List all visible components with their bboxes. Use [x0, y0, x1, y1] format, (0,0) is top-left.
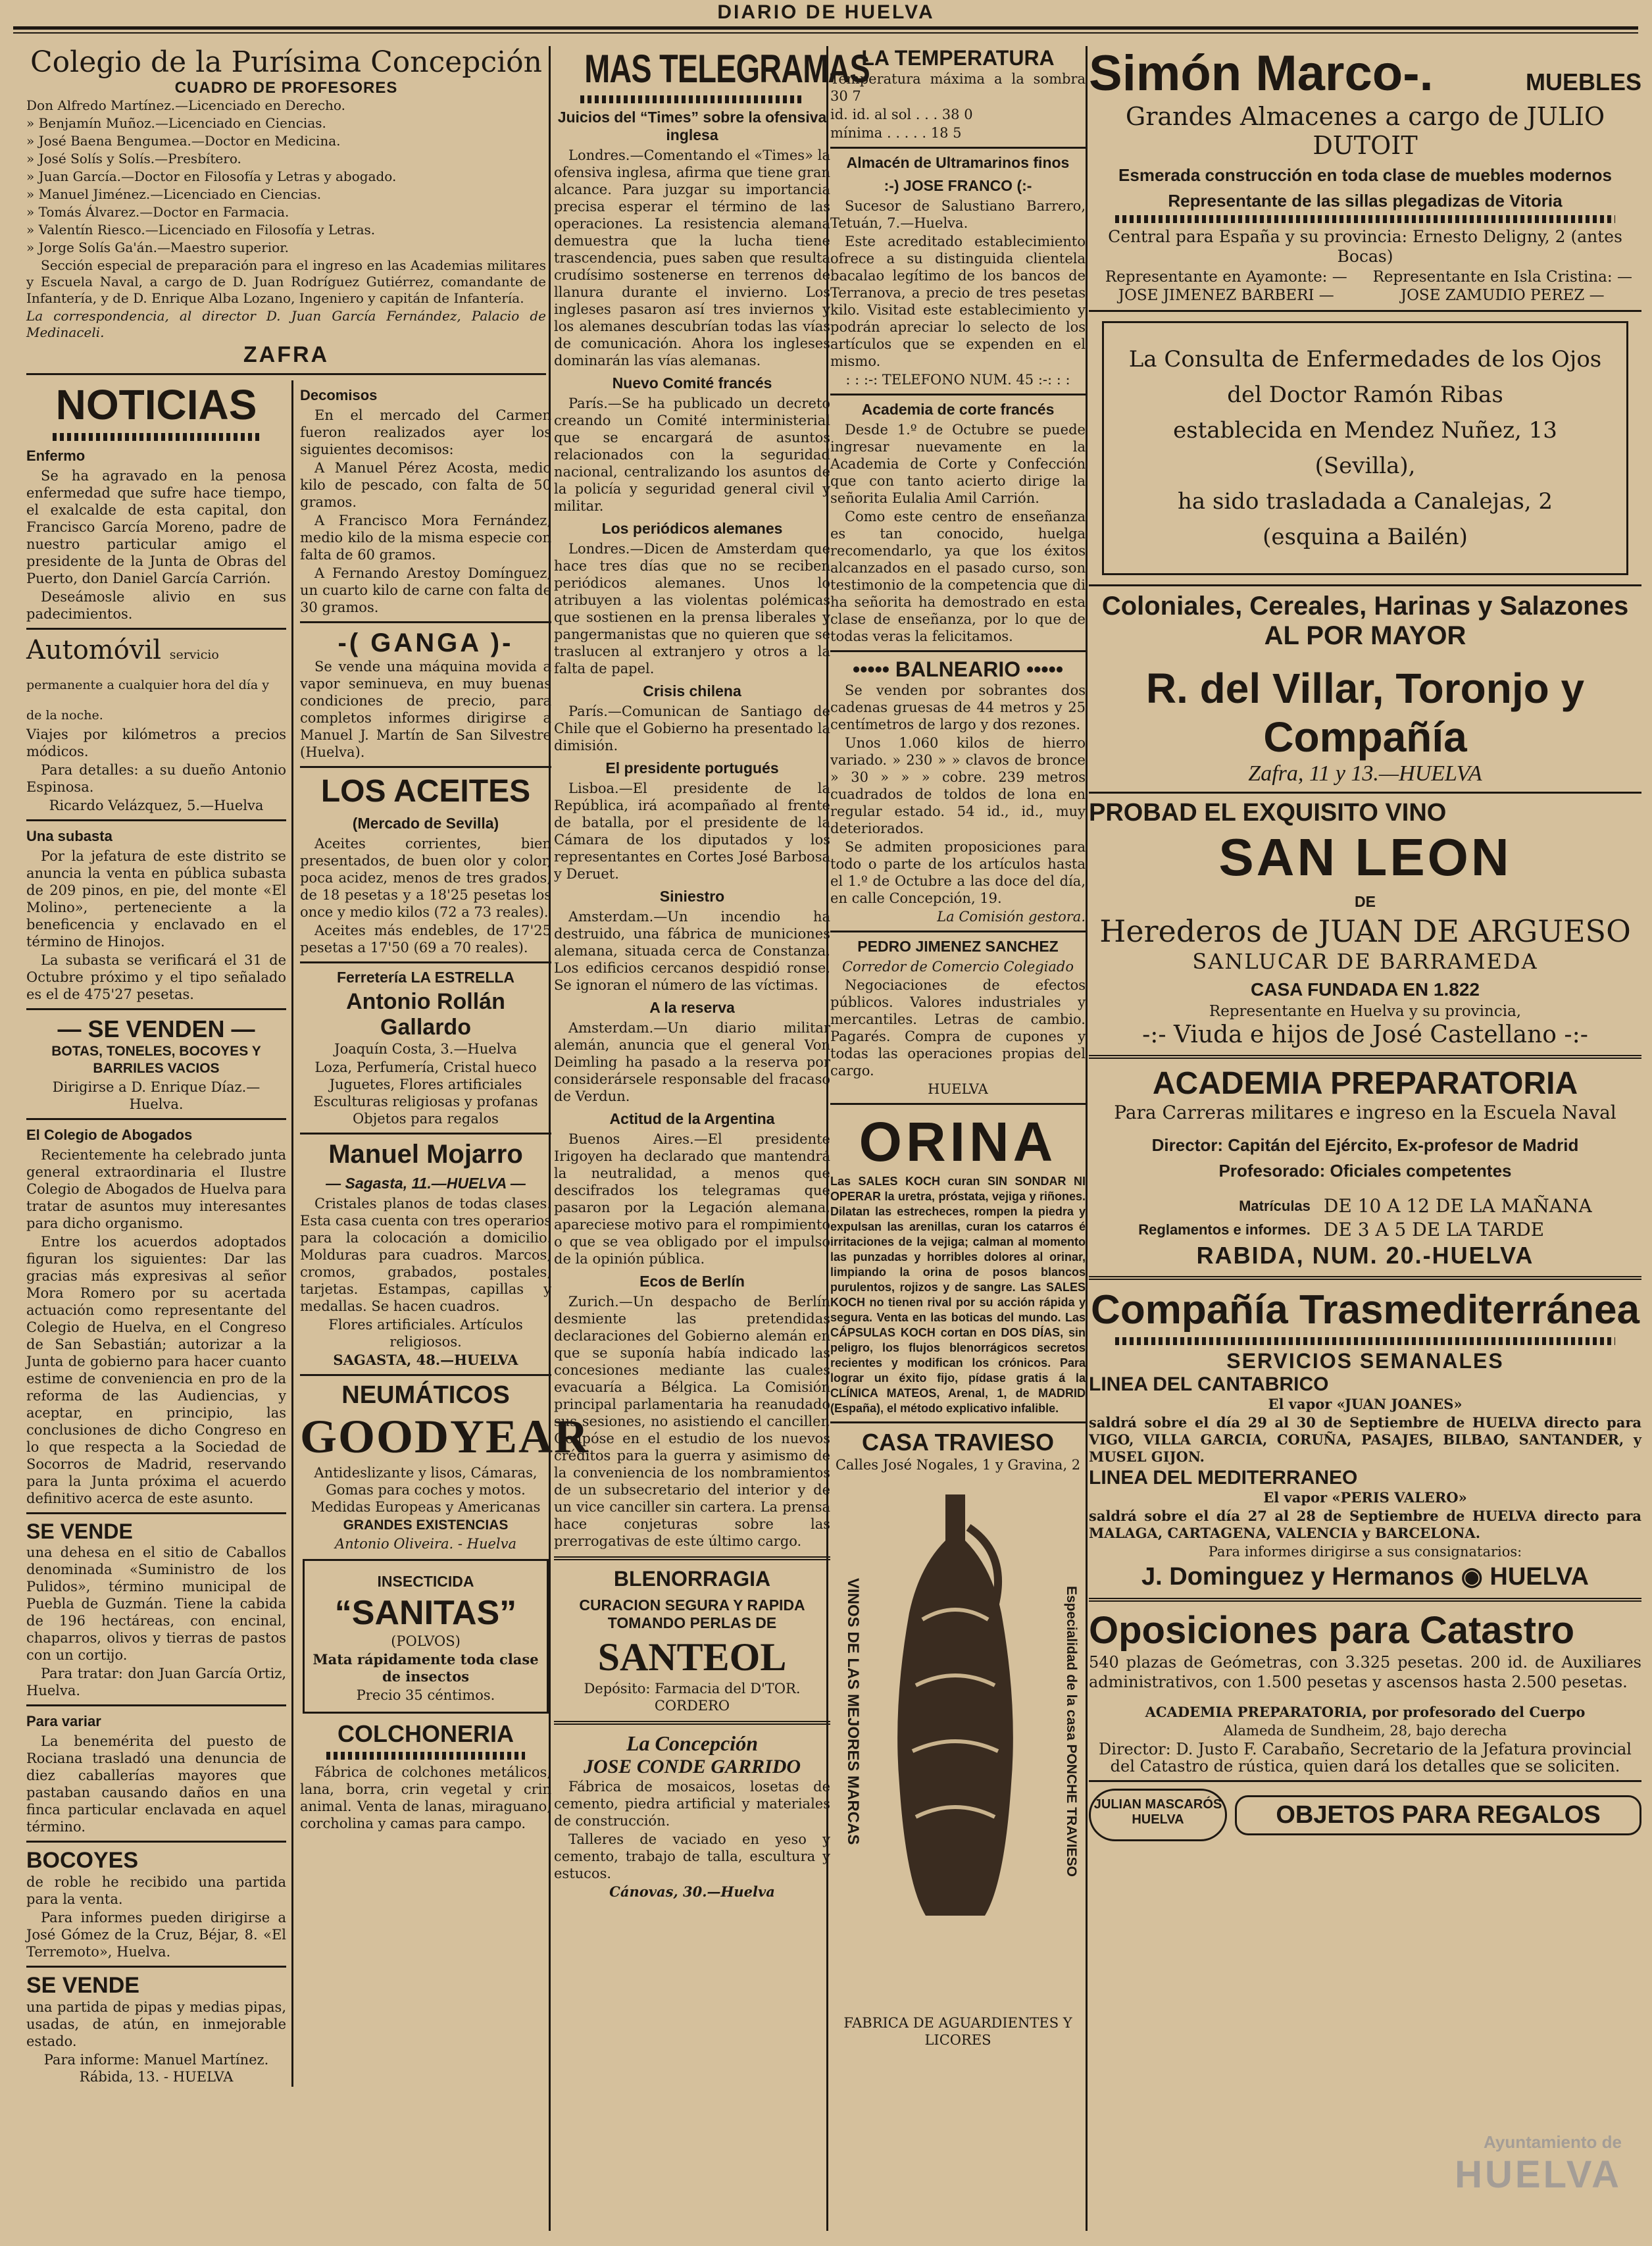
article-text: París.—Comunican de Santiago de Chile que el Gobierno ha presentado la dimisión.	[554, 703, 830, 753]
article-text: La subasta se verificará el 31 de Octubre próximo y el tipo señalado es el de 475'27 pesetas.	[26, 952, 286, 1002]
article-text: Se ha agravado en la penosa enfermedad que sufre hace tiempo, el exalcalde de esta capital, don Francisco García Moreno, padre de nuestro particular amigo el presidente de la Junta de Obras del Puerto, don Daniel García Carrión.	[26, 468, 286, 586]
article-text: Unos 1.060 kilos de hierro variado. » 230 » » clavos de bronce » 30 » » » cobre. 239 metros cuadrados de toldos de lona en regular estado. 54 id., id., muy deteriorados.	[830, 735, 1086, 836]
ganga-heading: -( GANGA )-	[338, 628, 514, 657]
telegramas-heading: MAS TELEGRAMAS	[584, 47, 870, 91]
article-text: Fábrica de mosaicos, losetas de cemento, piedra artificial y materiales de construcción.	[554, 1779, 830, 1829]
section-heading: Crisis chilena	[643, 682, 741, 700]
academia-heading: ACADEMIA PREPARATORIA	[1152, 1066, 1578, 1101]
ultramarinos-owner: :-) JOSE FRANCO (:-	[884, 177, 1032, 194]
divider	[26, 373, 546, 375]
ad-column	[1089, 39, 1641, 2231]
academia-prof: Profesorado: Oficiales competentes	[1218, 1161, 1512, 1181]
divider	[830, 931, 1086, 932]
section-heading: Enfermo	[26, 447, 86, 464]
academia-corte-heading: Academia de corte francés	[861, 401, 1055, 418]
mascaros-ad	[1089, 1789, 1641, 1841]
section-heading: Para variar	[26, 1713, 101, 1729]
article-text: Recientemente ha celebrado junta general extraordinaria el Ilustre Colegio de Abogados de Huelva para tratar de asuntos muy interesantes para dicho organismo.	[26, 1147, 286, 1231]
article-text: una dehesa en el sitio de Caballos denominada «Suministro de los Pulidos», término municipal de Puebla de Guzmán. Tiene la cabida de 196 hectáreas, con encinal, chaparros, olivos y tierras de pastos con un cortijo.	[26, 1544, 286, 1663]
mascaros-seal: JULIAN MASCARÓS HUELVA	[1089, 1789, 1227, 1841]
sanitas-ad: INSECTICIDA “SANITAS” (POLVOS) Mata rápidamente toda clase de insectos Precio 35 céntimos.	[303, 1559, 549, 1714]
balneario-heading: ••••• BALNEARIO •••••	[852, 657, 1064, 681]
article-text: La benemérita del puesto de Rociana trasladó una denuncia de diez caballerías mayores que pastaban causando daños en una finca particular enclavada en aquel término.	[26, 1733, 286, 1835]
san-leon-name: SAN LEON	[1218, 828, 1512, 886]
divider	[26, 1512, 286, 1514]
article-text: Flores artificiales. Artículos religiosos.	[328, 1317, 523, 1350]
article-text: Para tratar: don Juan García Ortiz, Huelva.	[26, 1666, 286, 1698]
section-heading: Una subasta	[26, 828, 113, 844]
se-vende-pipas-heading: SE VENDE	[26, 1973, 139, 1998]
list-item: » Manuel Jiménez.—Licenciado en Ciencias.	[26, 186, 322, 202]
trasmed-agent: J. Dominguez y Hermanos ◉ HUELVA	[1141, 1563, 1589, 1591]
trasmed-ship2: El vapor «PERIS VALERO»	[1263, 1489, 1467, 1506]
article-text: Fábrica de colchones metálicos, lana, borra, crin vegetal y crin animal. Venta de lanas, miraguano, corcholina y camas para campo.	[300, 1764, 551, 1831]
coloniales-heading: Coloniales, Cereales, Harinas y Salazones	[1101, 592, 1629, 621]
academia-sub: Para Carreras militares e ingreso en la Escuela Naval	[1114, 1102, 1616, 1123]
simon-line1: Grandes Almacenes a cargo de JULIO DUTOIT	[1125, 102, 1605, 160]
divider	[26, 1118, 286, 1120]
article-text: Aceites más endebles, de 17'25 pesetas a 17'50 (69 a 70 reales).	[300, 923, 551, 956]
article-text: GRANDES EXISTENCIAS	[343, 1518, 509, 1533]
article-text: Cristales planos de todas clases. Esta casa cuenta con tres operarios para la colocación a domicilio. Molduras para cuadros. Marcos, cromos, grabados, postales, tarjetas. Estampas, capillas y medallas. Se hacen cuadros.	[300, 1196, 551, 1314]
decomisos-column	[291, 380, 590, 2087]
article-text: Para informes pueden dirigirse a José Gómez de la Cruz, Béjar, 8. «El Terremoto», Huelva.	[26, 1910, 286, 1960]
article-text: La Comisión gestora.	[937, 909, 1086, 925]
simon-line2: Esmerada construcción en toda clase de muebles modernos	[1118, 165, 1612, 185]
article-text: Para detalles: a su dueño Antonio Espinosa.	[26, 762, 286, 795]
al-por-mayor: AL POR MAYOR	[1264, 621, 1466, 650]
article-text: Aceites corrientes, bien presentados, de buen olor y color, poca acidez, menos de tres grados, de 18 pesetas y a 18'25 pesetas los once y medio kilos (72 a 73 reales).	[300, 836, 551, 920]
divider	[300, 766, 551, 768]
colegio-subtitle: CUADRO DE PROFESORES	[174, 79, 398, 97]
temperatura-line: id. id. al sol . . . 38 0	[830, 107, 973, 122]
divider	[554, 1556, 830, 1560]
article-text: Talleres de vaciado en yeso y cemento, trabajo de talla, escultura y estucos.	[554, 1831, 830, 1881]
se-vende-dehesa: SE VENDE	[26, 1519, 133, 1543]
section-heading: El presidente portugués	[605, 759, 779, 777]
noticias-column	[26, 380, 286, 2087]
divider	[830, 147, 1086, 149]
travieso-heading: CASA TRAVIESO	[861, 1429, 1055, 1456]
ultramarinos-heading: Almacén de Ultramarinos finos	[846, 154, 1070, 171]
santeol-name: SANTEOL	[597, 1635, 787, 1679]
article-text: : : :-: TELEFONO NUM. 45 :-: : :	[845, 372, 1070, 388]
bocoyes-heading: BOCOYES	[26, 1848, 139, 1873]
automovil-heading: Automóvil servicio permanente a cualquier hora del día y de la noche.	[26, 635, 269, 723]
article-text: Londres.—Dicen de Amsterdam que hace tres días que no se reciben periódicos alemanes. Unos lo atribuyen a las violentas polémicas que sostienen en la prensa liberales y pangermanistas que no quieren que se traslucen al extranjero y otros a la falta de papel.	[554, 541, 830, 676]
ornament	[53, 433, 260, 441]
list-item: » Jorge Solís Ga'án.—Maestro superior.	[26, 240, 289, 255]
divider	[26, 819, 286, 821]
noticias-heading: NOTICIAS	[55, 381, 257, 428]
villar-name: R. del Villar, Toronjo y Compañía	[1145, 665, 1585, 761]
article-text: Amsterdam.—Un diario militar alemán, anuncia que el general Von Deimling ha pasado a la reserva por considerársele responsable del fracaso de Verdun.	[554, 1020, 830, 1104]
article-text: Calles José Nogales, 1 y Gravina, 2	[835, 1457, 1081, 1473]
travieso-illustration-area	[830, 1475, 1086, 2014]
travieso-side-left: VINOS DE LAS MEJORES MARCAS	[844, 1578, 862, 1845]
article-text: Deseámosle alivio en sus padecimientos.	[26, 589, 286, 622]
article-text: Como este centro de enseñanza es tan conocido, huelga recomendarlo, ya que los éxitos alcanzados en el pasado curso, son testimonio de la competencia que di ha señorita ha demostrado en esta clase de enseñanza, por lo que de todas veras la felicitamos.	[830, 509, 1086, 644]
linea-cantabrico: LINEA DEL CANTABRICO	[1089, 1373, 1329, 1395]
divider	[1089, 1780, 1641, 1782]
article-text: Viajes por kilómetros a precios módicos.	[26, 727, 286, 759]
article-text: Lisboa.—El presidente de la República, irá acompañado al frente de batalla, por el presidente de la Cámara de los diputados y los representantes en Cortes José Barbosa y Deruet.	[554, 780, 830, 882]
article-text: Este acreditado establecimiento ofrece a su distinguida clientela bacalao legítimo de los bancos de Terranova, a precio de tres pesetas kilo. Visitad este establecimiento y podrán apreciar lo selecto de los artículos que se expenden en el mismo.	[830, 234, 1086, 369]
list-item: » José Solís y Solís.—Presbítero.	[26, 151, 241, 166]
divider	[26, 1008, 286, 1010]
argueso-name: Herederos de JUAN DE ARGUESO	[1099, 913, 1631, 949]
temperatura-heading: LA TEMPERATURA	[861, 46, 1055, 70]
catastro-acad: ACADEMIA PREPARATORIA, por profesorado del Cuerpo	[1145, 1704, 1586, 1720]
ferreteria-heading: Ferretería LA ESTRELLA	[336, 969, 515, 986]
mojarro-heading: Manuel Mojarro	[328, 1140, 523, 1169]
divider	[1089, 584, 1641, 586]
list-item: » Valentín Riesco.—Licenciado en Filosofía y Letras.	[26, 222, 376, 238]
simon-representantes: Representante en Ayamonte: — JOSE JIMENEZ BARBERI — Representante en Isla Cristina: — JOSE ZAMUDIO PEREZ —	[1105, 268, 1632, 304]
sanlucar: SANLUCAR DE BARRAMEDA	[1192, 949, 1538, 974]
article-text: Por la jefatura de este distrito se anuncia la venta en pública subasta de 209 pinos, en pie, del monte «El Molino», perteneciente a la beneficencia y enclavado en el término de Hinojos.	[26, 848, 286, 950]
article-text: Corredor de Comercio Colegiado	[841, 959, 1074, 975]
academia-director: Director: Capitán del Ejército, Ex-profesor de Madrid	[1151, 1135, 1579, 1155]
villar-address: Zafra, 11 y 13.—HUELVA	[1248, 761, 1482, 786]
article-text: Londres.—Comentando el «Times» la ofensiva inglesa, afirma que tiene gran alcance. Para juzgar su importancia precisa esperar el término de las operaciones. La resistencia alemana demuestra que la lucha tiene trascendencia, pues saben que resulta crudísimo sostenerse en terrenos de llanura durante el invierno. Los ingleses pasaron así tres inviernos y los alemanes descubrían todas las vías de comunicación. Ahora los ingleses dominarán las vías alemanas.	[554, 147, 830, 369]
divider	[300, 621, 551, 623]
divider	[26, 1966, 286, 1968]
article-text: Loza, Perfumería, Cristal hueco Juguetes, Flores artificiales Esculturas religiosas y profanas Objetos para regalos	[313, 1059, 538, 1127]
divider	[830, 1421, 1086, 1423]
mojarro-address: — Sagasta, 11.—HUELVA —	[326, 1175, 526, 1192]
simon-line3: Representante de las sillas plegadizas de Vitoria	[1168, 191, 1563, 211]
article-text: A Manuel Pérez Acosta, medio kilo de pescado, con falta de 50 gramos.	[300, 460, 551, 510]
pedro-heading: PEDRO JIMENEZ SANCHEZ	[857, 938, 1059, 955]
temperatura-line: mínima . . . . . 18 5	[830, 125, 962, 141]
divider	[26, 628, 286, 630]
article-text: Cánovas, 30.—Huelva	[609, 1883, 775, 1900]
section-heading: Actitud de la Argentina	[609, 1110, 775, 1127]
article-text: Negociaciones de efectos públicos. Valores industriales y mercantiles. Letras de cambio. Pagarés. Compra de cupones y todas las operaciones propias del cargo.	[830, 977, 1086, 1079]
article-text: Sucesor de Salustiano Barrero, Tetuán, 7.—Huelva.	[830, 198, 1086, 231]
noticias-grid	[26, 380, 590, 2087]
linea-mediterraneo: LINEA DEL MEDITERRANEO	[1089, 1467, 1358, 1489]
santeol-sub: CURACION SEGURA Y RAPIDA TOMANDO PERLAS DE	[579, 1596, 805, 1631]
colegio-correspondence: La correspondencia, al director D. Juan García Fernández, Palacio de Medinaceli.	[26, 308, 546, 340]
list-item: » Juan García.—Doctor en Filosofía y Letras y abogado.	[26, 168, 397, 184]
ferreteria-owner: Antonio Rollán Gallardo	[346, 989, 505, 1040]
divider	[26, 1704, 286, 1706]
divider	[26, 1841, 286, 1843]
article-text: Dirigirse a D. Enrique Díaz.—Huelva.	[52, 1079, 261, 1112]
masthead-rule	[13, 26, 1638, 30]
divider	[1089, 1276, 1641, 1280]
colegio-title: Colegio de la Purísima Concepción	[30, 45, 542, 79]
divider	[300, 1133, 551, 1135]
article-text: Zurich.—Un despacho de Berlín desmiente las pretendidas declaraciones del Gobierno alemán en que se suponía había indicado las concesiones mediante las cuales evacuaría a Bélgica. La Comisión principal parlamentaria ha reanudado sus sesiones, no asistiendo el canciller. Ocupóse en el estudio de los nuevos créditos para la guerra y asimismo de la conveniencia de los nombramientos de un subsecretario del interior y de un vice canciller sin cartera. La prensa hace conjeturas sobre las prerrogativas de este último cargo.	[554, 1294, 830, 1549]
objetos-regalos: OBJETOS PARA REGALOS	[1235, 1795, 1641, 1835]
article-text: Las SALES KOCH curan SIN SONDAR NI OPERAR la uretra, próstata, vejiga y riñones. Dilatan las estrecheces, rompen la piedra y expulsan las arenillas, curan los catarros é irritaciones de la vejiga; calman al momento las punzadas y horribles dolores al orinar, limpiando la orina de posos blancos purulentos, rojizos y de sangre. Las SALES KOCH no tienen rival por su acción rápida y segura. Venta en las boticas del mundo. Las CÁPSULAS KOCH cortan en DOS DÍAS, sin peligro, los flujos blenorrágicos secretos recientes y modifican los crónicos. Para lograr un éxito fijo, pídase gratis á la CLÍNICA MATEOS, Arenal, 1, de MADRID (España), el método explicativo infalible.	[830, 1175, 1086, 1415]
huelva-watermark: Ayuntamiento de HUELVA	[1455, 2132, 1622, 2196]
simon-central: Central para España y su provincia: Ernesto Deligny, 2 (antes Bocas)	[1108, 227, 1622, 266]
list-item: » Benjamín Muñoz.—Licenciado en Ciencias.	[26, 115, 326, 131]
aceites-heading: LOS ACEITES	[320, 774, 531, 809]
masthead-rule-thin	[13, 32, 1638, 34]
section-heading: Juicios del “Times” sobre la ofensiva inglesa	[557, 109, 827, 143]
article-text: Joaquín Costa, 3.—Huelva	[334, 1041, 517, 1057]
article-text: HUELVA	[928, 1081, 988, 1097]
trasmed-text2: saldrá sobre el día 27 al 28 de Septiembre de HUELVA directo para MALAGA, CARTAGENA, VALENCIA y BARCELONA.	[1089, 1508, 1641, 1541]
catastro-address: Alameda de Sundheim, 28, bajo derecha	[1223, 1723, 1507, 1739]
divider	[1089, 1598, 1641, 1602]
article-text: FABRICA DE AGUARDIENTES Y LICORES	[843, 2015, 1072, 2048]
article-text: una partida de pipas y medias pipas, usadas, de atún, en inmejorable estado.	[26, 1999, 286, 2049]
article-text: A Francisco Mora Fernández, medio kilo de la misma especie con falta de 60 gramos.	[300, 513, 551, 563]
ornament	[1115, 215, 1615, 223]
article-text: Amsterdam.—Un incendio ha destruido, una fábrica de municiones alemana, situada cerca de Constanza. Los edificios cercanos despidió ronse. Se ignoran el número de las víctimas.	[554, 909, 830, 993]
article-text: BOTAS, TONELES, BOCOYES Y BARRILES VACIOS	[51, 1044, 261, 1076]
divider	[1089, 1055, 1641, 1059]
fundada: CASA FUNDADA EN 1.822	[1251, 979, 1480, 1000]
academia-horario: Matrículas Reglamentos e informes. DE 10 A 12 DE LA MAÑANA DE 3 A 5 DE LA TARDE	[1138, 1195, 1592, 1240]
vino-heading: PROBAD EL EXQUISITO VINO	[1089, 799, 1447, 827]
aceites-subhead: (Mercado de Sevilla)	[352, 815, 499, 832]
article-text: Buenos Aires.—El presidente Irigoyen ha declarado que mantendrá la neutralidad, a menos que descifrados los telegramas que pasaron por la Legación alemana, apareciese motivo para el rompimiento o que se vea obligado por el impulso de la opinión pública.	[554, 1131, 830, 1267]
column-divider	[1086, 46, 1088, 2231]
divider	[1089, 310, 1641, 312]
san-leon-de: DE	[1355, 893, 1376, 910]
concepcion-owner: JOSE CONDE GARRIDO	[583, 1756, 801, 1777]
divider	[300, 1374, 551, 1376]
list-item: Don Alfredo Martínez.—Licenciado en Derecho.	[26, 97, 345, 113]
santeol-deposito: Depósito: Farmacia del D'TOR. CORDERO	[584, 1681, 801, 1714]
blenorragia-heading: BLENORRAGIA	[613, 1567, 771, 1591]
simon-marco-ad: Simón Marco-. MUEBLES	[1089, 45, 1641, 101]
article-text: Se venden por sobrantes dos cadenas gruesas de 44 metros y 25 centímetros de largo y dos rezones.	[830, 682, 1086, 732]
trasmed-ship1: El vapor «JUAN JOANES»	[1268, 1396, 1463, 1412]
ornament	[326, 1752, 525, 1760]
servicios: SERVICIOS SEMANALES	[1226, 1349, 1504, 1373]
profesores-list	[26, 97, 546, 341]
section-heading: Siniestro	[659, 888, 725, 905]
trasmed-text1: saldrá sobre el día 29 al 30 de Septiembre de HUELVA directo para VIGO, VILLA GARCIA, CORUÑA, PASAJES, BILBAO, SANTANDER, y MUSEL GIJON.	[1089, 1414, 1641, 1465]
article-text: A Fernando Arestoy Domínguez, un cuarto kilo de carne con falta de 30 gramos.	[300, 565, 551, 615]
list-item: » Tomás Álvarez.—Doctor en Farmacia.	[26, 204, 289, 220]
list-item: » José Baena Bengumea.—Doctor en Medicina.	[26, 133, 341, 149]
se-venden-heading: — SE VENDEN —	[57, 1015, 255, 1042]
article-text: Antideslizante y lisos, Cámaras, Gomas para coches y motos. Medidas Europeas y Americanas	[311, 1465, 541, 1515]
sanleon-rep: Representante en Huelva y su provincia,	[1209, 1003, 1522, 1020]
ornament	[580, 95, 804, 103]
goodyear-logo: GOODYEAR	[300, 1410, 590, 1463]
orina-heading: ORINA	[859, 1111, 1057, 1173]
divider	[1089, 792, 1641, 794]
article-text: En el mercado del Carmen fueron realizados ayer los siguientes decomisos:	[300, 407, 551, 457]
section-heading: A la reserva	[649, 999, 735, 1016]
article-text: Ricardo Velázquez, 5.—Huelva	[49, 798, 264, 813]
neumaticos-heading: NEUMÁTICOS	[341, 1381, 510, 1409]
section-heading: Ecos de Berlín	[639, 1273, 745, 1290]
article-text: SAGASTA, 48.—HUELVA	[333, 1352, 518, 1368]
castellano: -:- Viuda e hijos de José Castellano -:-	[1142, 1021, 1588, 1048]
catastro-heading: Oposiciones para Catastro	[1089, 1609, 1575, 1652]
section-heading: El Colegio de Abogados	[26, 1127, 193, 1143]
ornament	[1115, 1337, 1615, 1345]
article-text: Se vende una máquina movida a vapor seminueva, en muy buenas condiciones de precio, para completos informes dirigirse a Manuel J. Martín de San Silvestre (Huelva).	[300, 659, 551, 760]
section-heading: Los periódicos alemanes	[601, 520, 783, 537]
catastro-text: 540 plazas de Geómetras, con 3.325 pesetas. 200 id. de Auxiliares administrativos, con 1.500 pesetas y ascensos hasta 2.500 pesetas.	[1089, 1653, 1641, 1691]
catastro-director: Director: D. Justo F. Carabaño, Secretario de la Jefatura provincial del Catastro de rústica, quien dará los detalles que se soliciten.	[1099, 1740, 1632, 1775]
article-text: de roble he recibido una partida para la venta.	[26, 1874, 286, 1907]
masthead-title: DIARIO DE HUELVA	[717, 1, 935, 23]
article-text: Antonio Oliveira. - Huelva	[334, 1536, 517, 1552]
section-heading: Nuevo Comité francés	[612, 374, 772, 392]
colegio-note: Sección especial de preparación para el ingreso en las Academias militares y Escuela Naval, a cargo de D. Juan Rodríguez Gutiérrez, comandante de Infantería, y de D. Enrique Alba Lozano, Ingeniero y capitán de Infantería.	[26, 257, 546, 306]
divider	[830, 1103, 1086, 1105]
article-text: Desde 1.º de Octubre se puede ingresar nuevamente en la Academia de Corte y Confección que con tanto acierto dirige la señorita Eulalia Amil Carrión.	[830, 422, 1086, 506]
divider	[830, 394, 1086, 396]
travieso-side-right: Especialidad de la casa PONCHE TRAVIESO	[1064, 1586, 1079, 1877]
academia-address: RABIDA, NUM. 20.-HUELVA	[1196, 1242, 1534, 1269]
section-heading: Decomisos	[300, 387, 378, 403]
article-text: París.—Se ha publicado un decreto creando un Comité interministerial que se encargará de asuntos relacionados con la seguridad nacional, centralizando los asuntos de la policía y seguridad general civil y militar.	[554, 396, 830, 514]
column-temperatura	[830, 46, 1086, 2237]
colegio-place: ZAFRA	[243, 342, 330, 367]
article-text: Entre los acuerdos adoptados figuran los siguientes: Dar las gracias más expresivas al señor Mora Romero por su acertada actuación como representante del Colegio de Huelva, en el Congreso de San Sebastián; autorizar a la Junta de gobierno para hacer cuanto estime de conveniencia en pro de la reforma de las Audiencias, y aceptar, en principio, las conclusiones de dicho Congreso en lo que respecta a la Sociedad de Socorros de Madrid, reservando para la Junta próxima el acuerdo definitivo acerca de este asunto.	[26, 1234, 286, 1506]
temperatura-line: Temperatura máxima a la sombra 30 7	[830, 71, 1086, 104]
divider	[830, 650, 1086, 652]
article-text: Para informe: Manuel Martínez. Rábida, 13. - HUELVA	[43, 2052, 269, 2085]
concepcion-heading: La Concepción	[626, 1731, 758, 1755]
article-text: Se admiten proposiciones para todo o parte de los artículos hasta el 1.º de Octubre a las doce del día, en calle Concepción, 19.	[830, 839, 1086, 906]
trasmed-info: Para informes dirigirse a sus consignatarios:	[1208, 1544, 1522, 1560]
column-left	[26, 45, 590, 2237]
divider	[554, 1721, 830, 1725]
ribas-ad: La Consulta de Enfermedades de los Ojos del Doctor Ramón Ribas establecida en Mendez Nuñez, 13 (Sevilla), ha sido trasladada a Canalejas, 2 (esquina a Bailén)	[1102, 321, 1628, 575]
colchoneria-heading: COLCHONERIA	[338, 1720, 514, 1747]
wine-bottle-illustration	[883, 1488, 1028, 1935]
trasmed-heading: Compañía Trasmediterránea	[1091, 1287, 1639, 1333]
divider	[300, 961, 551, 963]
